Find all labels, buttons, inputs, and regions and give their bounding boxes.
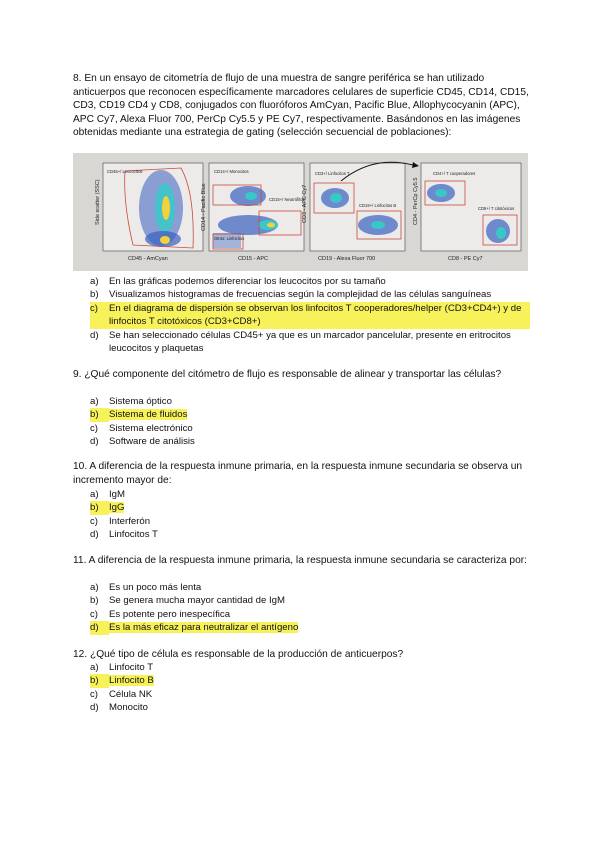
option-12a[interactable]: a) Linfocito T bbox=[90, 662, 154, 673]
option-12d[interactable]: d) Monocito bbox=[90, 702, 148, 714]
plot-panel-3 bbox=[302, 163, 405, 262]
panel1-xlabel: CD45 - AmCyan bbox=[128, 256, 168, 262]
option-12b[interactable]: b) Linfocito B bbox=[90, 675, 154, 687]
panel4-gate2-label: CD8+/ T citotóxicos bbox=[478, 206, 515, 211]
option-10b[interactable]: b) IgG bbox=[90, 502, 125, 514]
question-12-options bbox=[90, 661, 530, 715]
option-8d[interactable]: d) Se han seleccionado células CD45+ ya que es un marcador pancelular, presente en eritrocitos leucocitos y plaquetas bbox=[90, 329, 511, 355]
question-11-text: 11. A diferencia de la respuesta inmune primaria, la respuesta inmune secundaria se caracteriza por: bbox=[73, 555, 527, 566]
question-12-text: 12. ¿Qué tipo de célula es responsable de la producción de anticuerpos? bbox=[73, 649, 404, 660]
option-9b[interactable]: b) Sistema de fluidos bbox=[90, 409, 188, 421]
option-8b[interactable]: b) Visualizamos histogramas de frecuencias según la complejidad de las células sanguíneas bbox=[90, 289, 492, 301]
option-11c[interactable]: c) Es potente pero inespecífica bbox=[90, 608, 231, 620]
option-10d[interactable]: d) Linfocitos T bbox=[90, 529, 158, 541]
option-9d[interactable]: d) Software de análisis bbox=[90, 436, 195, 448]
option-9c[interactable]: c) Sistema electrónico bbox=[90, 422, 193, 434]
option-9a[interactable]: a) Sistema óptico bbox=[90, 396, 172, 407]
plot-panel-1 bbox=[95, 163, 203, 262]
option-11a[interactable]: a) Es un poco más lenta bbox=[90, 582, 202, 593]
panel2-gate1-label: CD14+/ Monocitos bbox=[214, 169, 249, 174]
question-10-options bbox=[90, 488, 530, 542]
panel4-gate1-label: CD4+/ T cooperadores bbox=[433, 171, 476, 176]
option-8a[interactable]: a) En las gráficas podemos diferenciar los leucocitos por su tamaño bbox=[90, 276, 386, 287]
flow-cytometry-figure bbox=[73, 153, 528, 271]
panel3-ylabel: CD3 - APC Cy7 bbox=[302, 184, 308, 223]
panel3-gate2-label: CD19+/ Linfocitos B bbox=[359, 203, 397, 208]
plot-panel-2 bbox=[201, 163, 305, 262]
option-10c[interactable]: c) Interferón bbox=[90, 515, 151, 527]
question-9-options bbox=[90, 395, 530, 449]
option-11b[interactable]: b) Se genera mucha mayor cantidad de IgM bbox=[90, 595, 285, 607]
panel4-xlabel: CD8 - PE Cy7 bbox=[448, 256, 483, 262]
option-8c-highlighted[interactable]: c) En el diagrama de dispersión se observan los linfocitos T cooperadores/helper (CD3+CD4+) y de linfocitos T citotóxicos (CD3+CD8+) bbox=[90, 302, 530, 329]
panel4-ylabel: CD4 - PerCp Cy5.5 bbox=[413, 177, 419, 225]
plot-panel-4 bbox=[413, 163, 521, 262]
option-11d[interactable]: d) Es la más eficaz para neutralizar el antígeno bbox=[90, 622, 299, 634]
panel1-ylabel: Side scatter (SSC) bbox=[95, 179, 101, 225]
panel2-gate3-label: Otros: Linfocitos bbox=[214, 236, 245, 241]
question-8-options bbox=[90, 275, 530, 355]
option-12c[interactable]: c) Célula NK bbox=[90, 688, 153, 700]
panel2-gate2-label: CD15+/ Neutrófilos bbox=[269, 197, 305, 202]
panel1-gate-label: CD45+/ Leucocitos bbox=[107, 169, 143, 174]
question-9-text: 9. ¿Qué componente del citómetro de flujo es responsable de alinear y transportar las células? bbox=[73, 369, 502, 380]
panel2-ylabel: CD14 - Pacific Blue bbox=[201, 183, 207, 231]
option-10a[interactable]: a) IgM bbox=[90, 489, 125, 500]
panel2-xlabel: CD15 - APC bbox=[238, 256, 268, 262]
question-10-text: 10. A diferencia de la respuesta inmune primaria, en la respuesta inmune secundaria se observa un incremento mayor de: bbox=[73, 461, 523, 486]
question-8-text: 8. En un ensayo de citometría de flujo de una muestra de sangre periférica se han utilizado anticuerpos que reconocen específicamente marcadores celulares de superficie CD45, CD14, CD15, CD3, CD19 CD4 y CD8, conjugados con fluoróforos AmCyan, Pacific Blue, Allophycocyanin (APC), APC Cy7, Alexa Fluor 700, PerCp Cy5.5 y PE Cy7, respectivamente. Basándonos en las imágenes obtenidas mediante una estrategia de gating (selección secuencial de poblaciones): bbox=[73, 73, 529, 139]
panel3-gate1-label: CD3+/ Linfocitos T bbox=[315, 171, 350, 176]
question-11-options bbox=[90, 581, 530, 635]
panel3-xlabel: CD19 - Alexa Fluor 700 bbox=[318, 256, 376, 262]
